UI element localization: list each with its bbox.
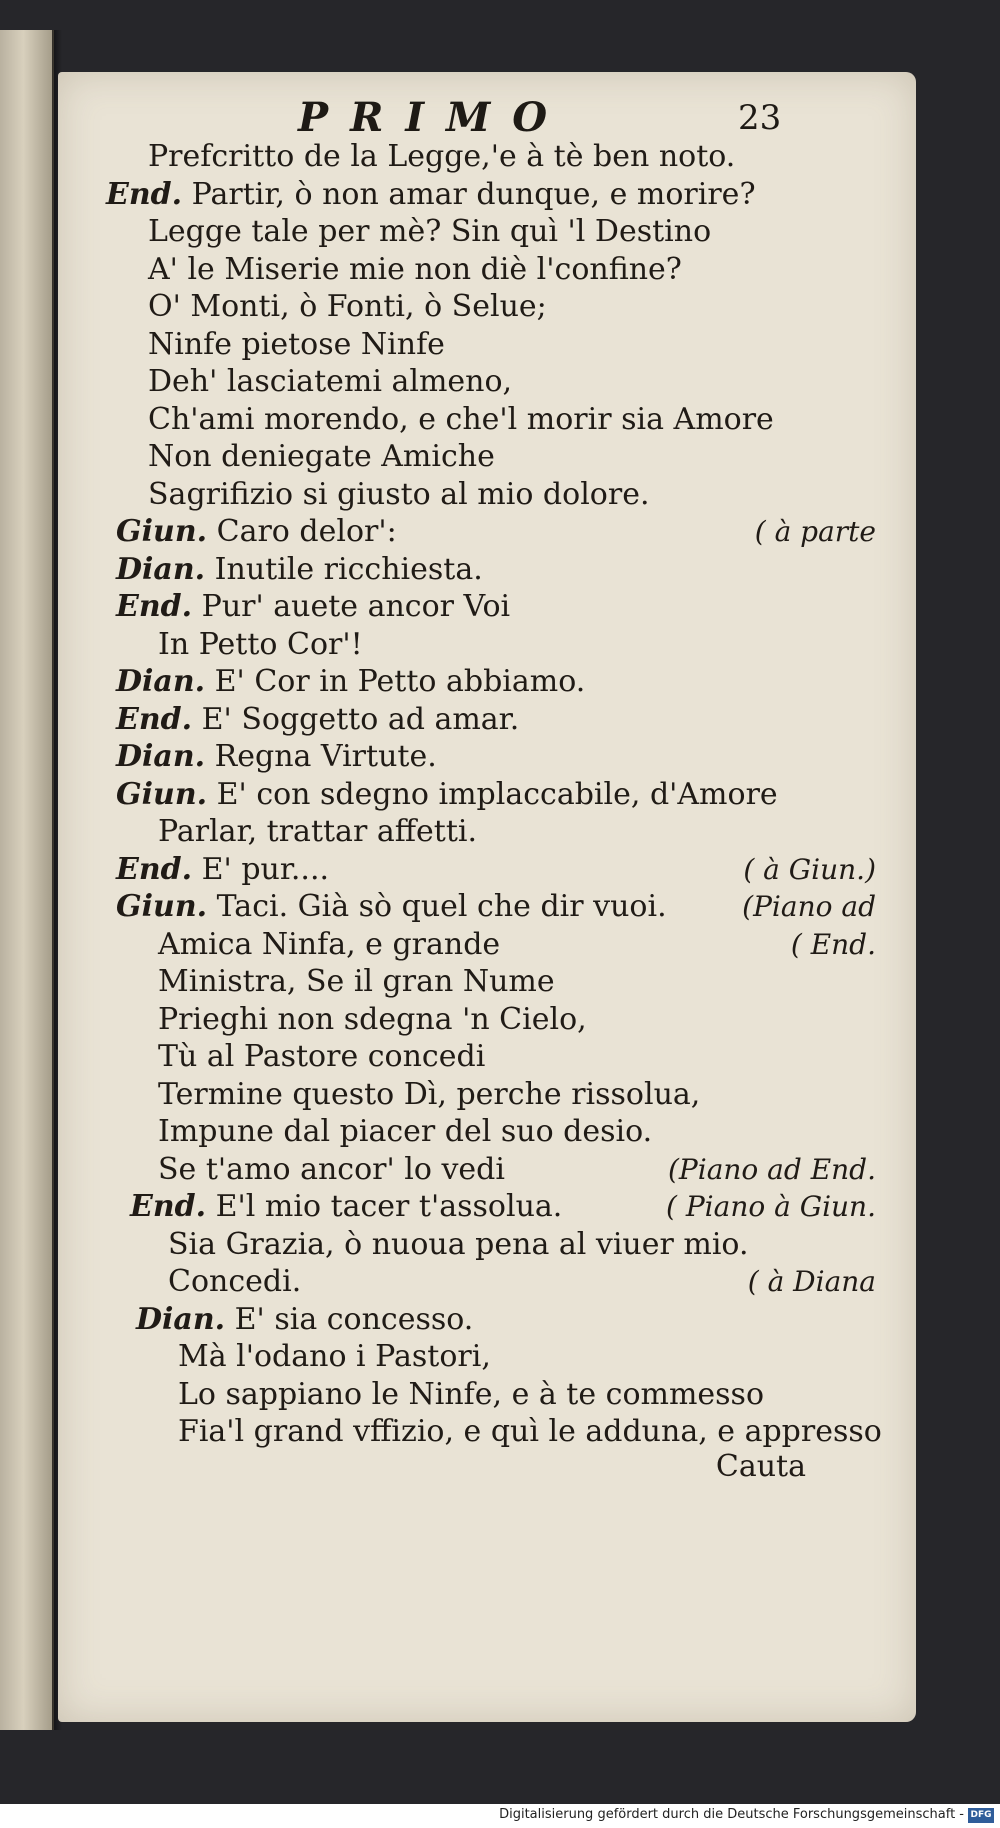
verse-text: Partir, ò non amar dunque, e morire?: [182, 176, 756, 212]
verse-text: Regna Virtute.: [205, 739, 437, 774]
verse-line: [58, 588, 916, 626]
verse-text: Tù al Pastore concedi: [158, 1039, 486, 1074]
speaker-label: Giun.: [116, 514, 208, 549]
stage-direction: ( à Giun.): [743, 852, 876, 886]
verse-line: [58, 1226, 916, 1264]
verse-text: Taci. Già sò quel che dir vuoi.: [207, 889, 667, 924]
verse-line: [58, 326, 916, 364]
verse-line: [58, 213, 916, 251]
speaker-label: End.: [106, 176, 183, 212]
verse-text: E'l mio tacer t'assolua.: [206, 1189, 563, 1224]
adjacent-page-edge: [0, 30, 54, 1730]
stage-direction: ( à parte: [754, 515, 876, 548]
verse-line: [58, 1188, 916, 1226]
book-page: [58, 72, 916, 1722]
verse-text: Lo sappiano le Ninfe, e à te commesso: [178, 1376, 765, 1412]
verse-line: [58, 551, 916, 589]
verse-text: Parlar, trattar affetti.: [158, 814, 478, 849]
footer-credit: Digitalisierung gefördert durch die Deutsche Forschungsgemeinschaft -: [499, 1807, 964, 1822]
stage-direction: ( Piano à Giun.: [666, 1190, 876, 1223]
running-title: PRIMO: [298, 94, 570, 141]
speaker-label: Giun.: [116, 889, 208, 924]
stage-direction: (Piano ad: [742, 890, 876, 923]
verse-text: A' le Miserie mie non diè l'confine?: [148, 251, 682, 287]
verse-text: E' pur....: [192, 851, 330, 887]
verse-text: Ninfe pietose Ninfe: [148, 326, 445, 362]
verse-line: [58, 1151, 916, 1189]
verse-text: Mà l'odano i Pastori,: [178, 1339, 491, 1374]
speaker-label: End.: [116, 851, 193, 887]
speaker-label: Dian.: [116, 664, 206, 699]
verse-line: [58, 1001, 916, 1039]
verse-line: [58, 1038, 916, 1076]
stage-direction: (Piano ad End.: [667, 1152, 876, 1186]
page-header: [58, 94, 916, 144]
catchword-line: [58, 1448, 916, 1486]
verse-text: E' Cor in Petto abbiamo.: [205, 664, 586, 699]
verse-line: [58, 401, 916, 439]
verse-line: [58, 663, 916, 701]
verse-text: Deh' lasciatemi almeno,: [148, 364, 513, 399]
verse-line: [58, 1113, 916, 1151]
speaker-label: Dian.: [116, 551, 206, 587]
verse-line: [58, 1338, 916, 1376]
verse-line: [58, 1376, 916, 1414]
verse-text: Non deniegate Amiche: [148, 439, 495, 474]
verse-line: [58, 738, 916, 776]
verse-text: E' Soggetto ad amar.: [192, 701, 520, 737]
verse-text: Caro delor':: [207, 514, 397, 549]
verse-line: [58, 176, 916, 214]
verse-text: Inutile ricchiesta.: [205, 551, 483, 587]
verse-line: [58, 926, 916, 964]
text-block: [58, 138, 916, 1451]
stage-direction: ( à Diana: [747, 1265, 876, 1298]
verse-text: Concedi.: [168, 1264, 302, 1299]
verse-text: Fia'l grand vffizio, e quì le adduna, e appresso: [178, 1414, 882, 1449]
verse-text: Prieghi non sdegna 'n Cielo,: [158, 1001, 587, 1037]
verse-line: [58, 363, 916, 401]
verse-text: Impune dal piacer del suo desio.: [158, 1114, 653, 1149]
speaker-label: End.: [116, 701, 193, 737]
verse-line: [58, 1076, 916, 1114]
verse-text: Sia Grazia, ò nuoua pena al viuer mio.: [168, 1226, 749, 1262]
catchword: Cauta: [715, 1449, 806, 1484]
verse-text: E' con sdegno implaccabile, d'Amore: [207, 776, 778, 812]
page-number: 23: [738, 98, 782, 138]
stage-direction: ( End.: [790, 927, 876, 961]
verse-text: Sagrifizio si giusto al mio dolore.: [148, 476, 650, 512]
verse-line: [58, 513, 916, 551]
verse-text: Pur' auete ancor Voi: [192, 589, 511, 624]
speaker-label: End.: [130, 1189, 207, 1224]
verse-line: [58, 963, 916, 1001]
verse-line: [58, 1301, 916, 1339]
dfg-logo: DFG: [968, 1808, 994, 1823]
verse-line: [58, 701, 916, 739]
verse-text: Prefcritto de la Legge,'e à tè ben noto.: [148, 139, 736, 174]
verse-text: Amica Ninfa, e grande: [158, 926, 501, 962]
verse-line: [58, 251, 916, 289]
verse-line: [58, 888, 916, 926]
verse-text: In Petto Cor'!: [158, 626, 363, 662]
speaker-label: Dian.: [136, 1301, 226, 1337]
verse-text: Ministra, Se il gran Nume: [158, 964, 555, 999]
verse-line: [58, 776, 916, 814]
verse-line: [58, 476, 916, 514]
verse-line: [58, 626, 916, 664]
verse-text: Ch'ami morendo, e che'l morir sia Amore: [148, 401, 774, 437]
verse-line: [58, 138, 916, 176]
verse-line: [58, 288, 916, 326]
speaker-label: Giun.: [116, 776, 208, 812]
verse-text: O' Monti, ò Fonti, ò Selue;: [148, 289, 547, 324]
verse-line: [58, 851, 916, 889]
verse-text: Se t'amo ancor' lo vedi: [158, 1151, 505, 1187]
speaker-label: End.: [116, 589, 193, 624]
verse-line: [58, 813, 916, 851]
digitization-footer: [0, 1804, 1000, 1828]
verse-line: [58, 1263, 916, 1301]
verse-text: E' sia concesso.: [225, 1301, 474, 1337]
verse-line: [58, 1413, 916, 1451]
verse-text: Legge tale per mè? Sin quì 'l Destino: [148, 214, 712, 249]
verse-text: Termine questo Dì, perche rissolua,: [158, 1076, 701, 1112]
verse-line: [58, 438, 916, 476]
speaker-label: Dian.: [116, 739, 206, 774]
